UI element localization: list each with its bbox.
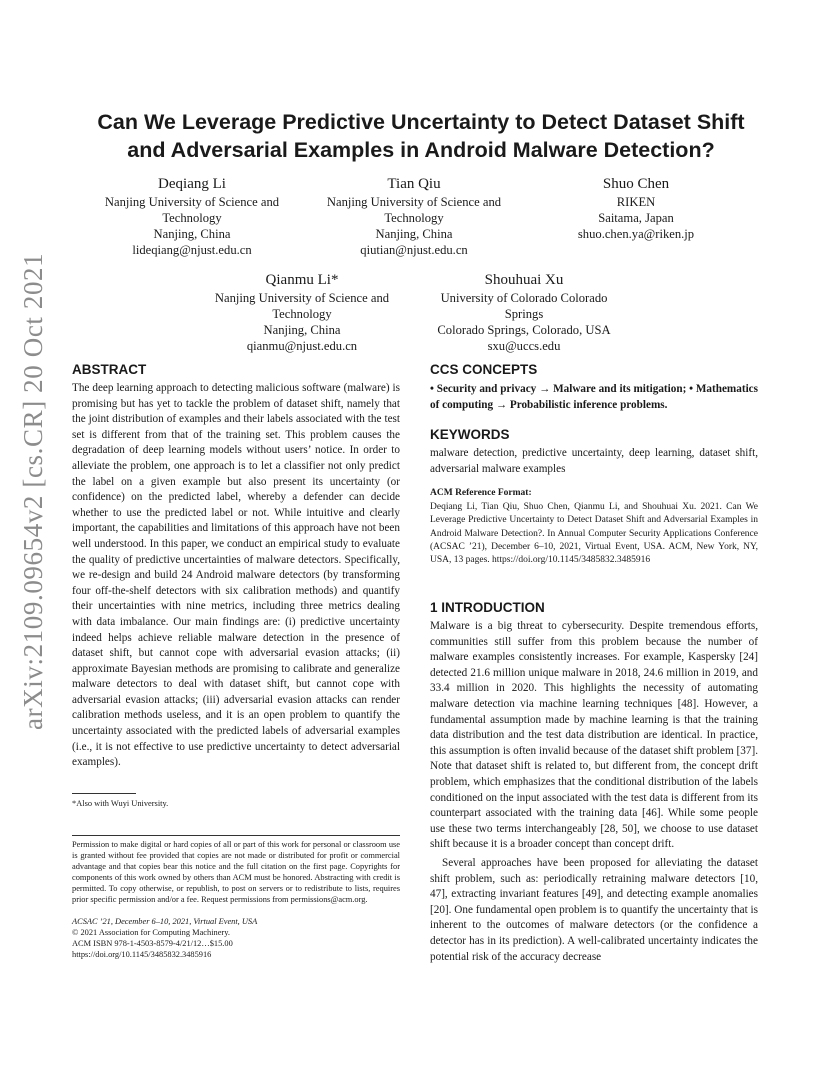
author-affiliation: Technology xyxy=(384,211,444,225)
abstract-heading: ABSTRACT xyxy=(72,362,147,377)
author-block xyxy=(202,270,402,354)
author-affiliation: Springs xyxy=(504,307,544,321)
title-line-1: Can We Leverage Predictive Uncertainty to Detect Dataset Shift xyxy=(97,110,745,134)
author-affiliation: Nanjing University of Science and xyxy=(326,195,502,209)
ccs-heading: CCS CONCEPTS xyxy=(430,362,538,377)
paper-title xyxy=(60,108,782,164)
permission-venue: ACSAC ’21, December 6–10, 2021, Virtual Event, USA xyxy=(72,917,258,926)
arxiv-stamp xyxy=(18,252,54,730)
author-affiliation: Nanjing University of Science and xyxy=(104,195,280,209)
author-email: lideqiang@njust.edu.cn xyxy=(132,243,252,257)
permission-isbn: ACM ISBN 978-1-4503-8579-4/21/12…$15.00 xyxy=(72,939,233,948)
introduction-heading: 1 INTRODUCTION xyxy=(430,600,545,615)
author-location: Nanjing, China xyxy=(263,323,341,337)
author-name: Shouhuai Xu xyxy=(484,272,564,288)
author-name: Shuo Chen xyxy=(602,176,670,192)
author-email: qianmu@njust.edu.cn xyxy=(246,339,358,353)
author-email: qiutian@njust.edu.cn xyxy=(360,243,468,257)
author-affiliation: Technology xyxy=(162,211,222,225)
author-affiliation: RIKEN xyxy=(616,195,656,209)
introduction-paragraph: Several approaches have been proposed for alleviating the dataset shift problem, such as: periodically retraining malware detectors [10, 47], extracting invariant features [49], and detecting example anomalies [20]. One fundamental open problem is to quantify the uncertainty that is inherent to the outcomes of malware detectors (or the confidence a detector has in its prediction). A well-calibrated uncertainty indicates the potential risk of the accuracy decrease xyxy=(430,857,758,963)
author-block xyxy=(536,174,736,242)
author-affiliation: Technology xyxy=(272,307,332,321)
author-email: shuo.chen.ya@riken.jp xyxy=(577,227,695,241)
author-block xyxy=(314,174,514,258)
author-name: Tian Qiu xyxy=(387,176,441,192)
author-block xyxy=(92,174,292,258)
author-block xyxy=(424,270,624,354)
author-location: Nanjing, China xyxy=(375,227,453,241)
author-affiliation: University of Colorado Colorado xyxy=(440,291,608,305)
permission-doi: https://doi.org/10.1145/3485832.3485916 xyxy=(72,950,212,959)
acm-reference-heading: ACM Reference Format: xyxy=(430,488,532,498)
author-affiliation: Nanjing University of Science and xyxy=(214,291,390,305)
introduction-paragraph: Malware is a big threat to cybersecurity. Despite tremendous efforts, communities still suffer from this problem because the number of malware examples consistently increases. For example, Kaspersky [24] detected 21.6 million unique malware in 2018, 24.6 million in 2019, and 33.4 million in 2020. This highlights the necessity of automating malware detection via machine learning techniques [48]. However, a fundamental assumption made by machine learning is that the training data distribution and the test data distribution are identical. In practice, this assumption is often invalid because of the dataset shift problem [37]. Note that dataset shift is related to, but different from, the concept drift problem, which emphasizes that the conditional distribution of the labels conditioned on the input associated with the test data is different from its counterpart associated with the training data [46]. While some people use these two terms interchangeably [28, 50], we choose to use dataset shift because it is a broader concept than concept drift. xyxy=(430,620,758,851)
ccs-concepts-text: • Security and privacy → Malware and its mitigation; • Mathematics of computing → Probabilistic inference problems. xyxy=(430,383,758,411)
arxiv-id: arXiv:2109.09654v2 [cs.CR] 20 Oct 2021 xyxy=(18,252,48,730)
keywords-text: malware detection, predictive uncertainty, deep learning, dataset shift, adversarial malware examples xyxy=(430,447,758,475)
author-location: Colorado Springs, Colorado, USA xyxy=(437,323,611,337)
permission-notice: Permission to make digital or hard copies of all or part of this work for personal or classroom use is granted without fee provided that copies are not made or distributed for profit or commercial advantage and that copies bear this notice and the full citation on the first page. Copyrights for components of this work owned by others than ACM must be honored. Abstracting with credit is permitted. To copy otherwise, or republish, to post on servers or to redistribute to lists, requires prior specific permission and/or a fee. Request permissions from permissions@acm.org. xyxy=(72,840,400,905)
author-email: sxu@uccs.edu xyxy=(487,339,561,353)
author-name: Qianmu Li* xyxy=(265,272,339,288)
title-line-2: and Adversarial Examples in Android Malware Detection? xyxy=(127,138,715,162)
footnote-divider xyxy=(72,793,136,794)
author-name: Deqiang Li xyxy=(158,176,226,192)
keywords-heading: KEYWORDS xyxy=(430,427,510,442)
permission-divider xyxy=(72,835,400,836)
footnote-affiliation: *Also with Wuyi University. xyxy=(72,799,169,808)
abstract-text: The deep learning approach to detecting malicious software (malware) is promising but has yet to tackle the problem of dataset shift, namely that the joint distribution of examples and their labels associated with the test set is different from that of the training set. This problem causes the degradation of deep learning models without users’ notice. In order to alleviate the problem, one approach is to let a classifier not only predict the label on a given example but also present its uncertainty (or confidence) on the predicted label, whereby a defender can decide whether to use the predicted label or not. While intuitive and clearly important, the capabilities and limitations of this approach have not been well understood. In this paper, we conduct an empirical study to evaluate the quality of predictive uncertainties of malware detectors. Specifically, we re-design and build 24 Android malware detectors (by transforming four off-the-shelf detectors with six calibration methods) and quantify their uncertainties with nine metrics, including three metrics dealing with data imbalance. Our main findings are: (i) predictive uncertainty indeed helps achieve reliable malware detection in the presence of dataset shift, but cannot cope with adversarial evasion attacks; (ii) approximate Bayesian methods are promising to calibrate and generalize malware detectors to deal with dataset shift, but cannot cope with adversarial evasion attacks; (iii) adversarial evasion attacks can render calibration methods useless, and it is an open problem to quantify the uncertainty associated with the predicted labels of adversarial examples (i.e., it is not effective to use predictive uncertainty to detect adversarial examples). xyxy=(72,382,400,769)
author-location: Nanjing, China xyxy=(153,227,231,241)
author-location: Saitama, Japan xyxy=(598,211,674,225)
permission-copyright: © 2021 Association for Computing Machinery. xyxy=(72,928,230,937)
acm-reference-text: Deqiang Li, Tian Qiu, Shuo Chen, Qianmu Li, and Shouhuai Xu. 2021. Can We Leverage Predictive Uncertainty to Detect Dataset Shift and Adversarial Examples in Android Malware Detection?. In Annual Computer Security Applications Conference (ACSAC ’21), December 6–10, 2021, Virtual Event, USA. ACM, New York, NY, USA, 13 pages. https://doi.org/10.1145/3485832.3485916 xyxy=(430,502,758,566)
